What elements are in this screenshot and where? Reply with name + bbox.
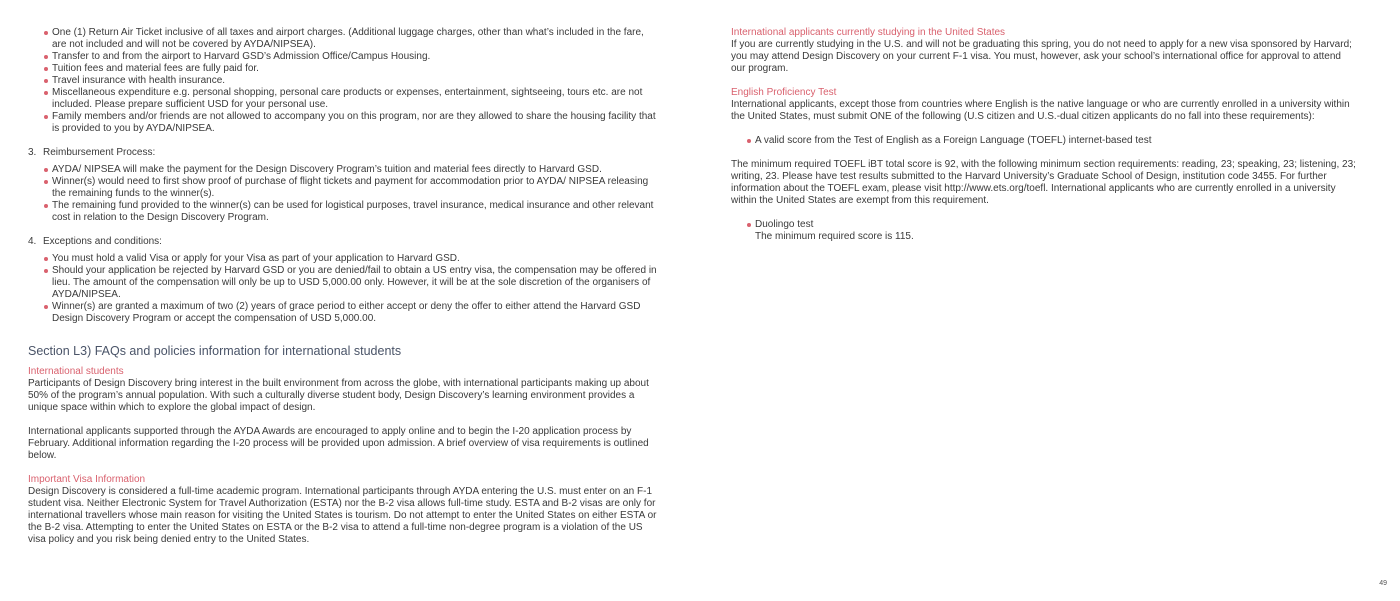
english-proficiency-heading: English Proficiency Test	[731, 87, 837, 98]
toefl-list	[731, 135, 1356, 147]
list-item: Tuition fees and material fees are fully paid for.	[28, 63, 660, 75]
duolingo-list	[731, 219, 1356, 243]
list-item: You must hold a valid Visa or apply for your Visa as part of your application to Harvard GSD.	[28, 253, 660, 265]
studying-us-heading: International applicants currently studying in the United States	[731, 27, 1006, 38]
ayda-applicants-paragraph: International applicants supported through the AYDA Awards are encouraged to apply online and to begin the I-20 application process by February. Additional information regarding the I-20 process will be provided upon admission. A brief overview of visa requirements is outlined below.	[28, 426, 649, 461]
list-item: Travel insurance with health insurance.	[28, 75, 660, 87]
intl-students-heading: International students	[28, 366, 124, 377]
inclusions-list	[28, 27, 660, 135]
exceptions-heading	[28, 236, 660, 248]
list-item: Winner(s) are granted a maximum of two (2) years of grace period to either accept or deny the offer to either attend the Harvard GSD Design Discovery Program or accept the compensation of USD 5,000.00.	[28, 301, 660, 325]
list-item: Should your application be rejected by Harvard GSD or you are denied/fail to obtain a US entry visa, the compensation may be offered in lieu. The amount of the compensation will only be up to USD 5,000.00 only. However, it will be at the sole discretion of the organisers of AYDA/NIPSEA.	[28, 265, 660, 301]
item-title: Exceptions and conditions:	[43, 236, 162, 247]
list-item	[731, 219, 1356, 243]
left-column	[28, 27, 660, 546]
item-title: Reimbursement Process:	[43, 147, 156, 158]
reimbursement-section	[28, 147, 660, 224]
exceptions-section	[28, 236, 660, 325]
visa-paragraph: Design Discovery is considered a full-time academic program. International participants through AYDA entering the U.S. must enter on an F-1 student visa. Neither Electronic System for Travel Authorization (ESTA) nor the B-2 visa allows full-time study. ESTA and B-2 visas are only for international travellers whose main reason for visiting the United States is tourism. Do not attempt to enter the United States on either ESTA or the B-2 visa. Attempting to enter the United States on ESTA or the B-2 visa to attend a full-time non-degree program is a violation of the US visa policy and you risk being denied entry to the United States.	[28, 486, 657, 545]
reimbursement-heading	[28, 147, 660, 159]
duolingo-score: The minimum required score is 115.	[755, 231, 914, 242]
page-number: 49	[1379, 580, 1387, 587]
list-item: AYDA/ NIPSEA will make the payment for the Design Discovery Program’s tuition and material fees directly to Harvard GSD.	[28, 164, 660, 176]
list-item: One (1) Return Air Ticket inclusive of all taxes and airport charges. (Additional luggage charges, other than what’s included in the fare, are not included and will not be covered by AYDA/NIPSEA).	[28, 27, 660, 51]
reimbursement-list	[28, 164, 660, 224]
list-item: Transfer to and from the airport to Harvard GSD’s Admission Office/Campus Housing.	[28, 51, 660, 63]
intl-students-paragraph: Participants of Design Discovery bring interest in the built environment from across the globe, with international participants making up about 50% of the program’s annual population. With such a culturally diverse student body, Design Discovery’s learning environment provides a unique space within which to explore the global impact of design.	[28, 378, 649, 413]
list-item: Winner(s) would need to first show proof of purchase of flight tickets and payment for accommodation prior to AYDA/ NIPSEA releasing the remaining funds to the winner(s).	[28, 176, 660, 200]
toefl-paragraph: The minimum required TOEFL iBT total score is 92, with the following minimum section requirements: reading, 23; speaking, 23; listening, 23; writing, 23. Please have test results submitted to the Harvard University’s Graduate School of Design, institution code 3455. For further information about the TOEFL exam, please visit http://www.ets.org/toefl. International applicants who are currently enrolled in a university within the United States are exempt from this requirement.	[731, 159, 1356, 206]
list-item: Miscellaneous expenditure e.g. personal shopping, personal care products or expenses, entertainment, sightseeing, tours etc. are not included. Please prepare sufficient USD for your personal use.	[28, 87, 660, 111]
list-item: The remaining fund provided to the winner(s) can be used for logistical purposes, travel insurance, medical insurance and other relevant cost in relation to the Design Discovery Program.	[28, 200, 660, 224]
section-title: Section L3) FAQs and policies information for international students	[28, 344, 402, 358]
right-column	[731, 27, 1356, 243]
list-item: Family members and/or friends are not allowed to accompany you on this program, nor are they allowed to share the housing facility that is provided to you by AYDA/NIPSEA.	[28, 111, 660, 135]
item-number: 3.	[28, 147, 37, 158]
visa-heading: Important Visa Information	[28, 474, 146, 485]
duolingo-label: Duolingo test	[755, 219, 814, 230]
exceptions-list	[28, 253, 660, 325]
list-item: A valid score from the Test of English as a Foreign Language (TOEFL) internet-based test	[731, 135, 1356, 147]
studying-us-paragraph: If you are currently studying in the U.S. and will not be graduating this spring, you do not need to apply for a new visa sponsored by Harvard; you may attend Design Discovery on your current F-1 visa. You must, however, ask your school’s international office for approval to attend our program.	[731, 39, 1352, 74]
item-number: 4.	[28, 236, 37, 247]
english-proficiency-paragraph: International applicants, except those from countries where English is the native language or who are currently enrolled in a university within the United States, must submit ONE of the following (U.S citizen and U.S.-dual citizen applicants do no fall into these requirements):	[731, 99, 1350, 122]
